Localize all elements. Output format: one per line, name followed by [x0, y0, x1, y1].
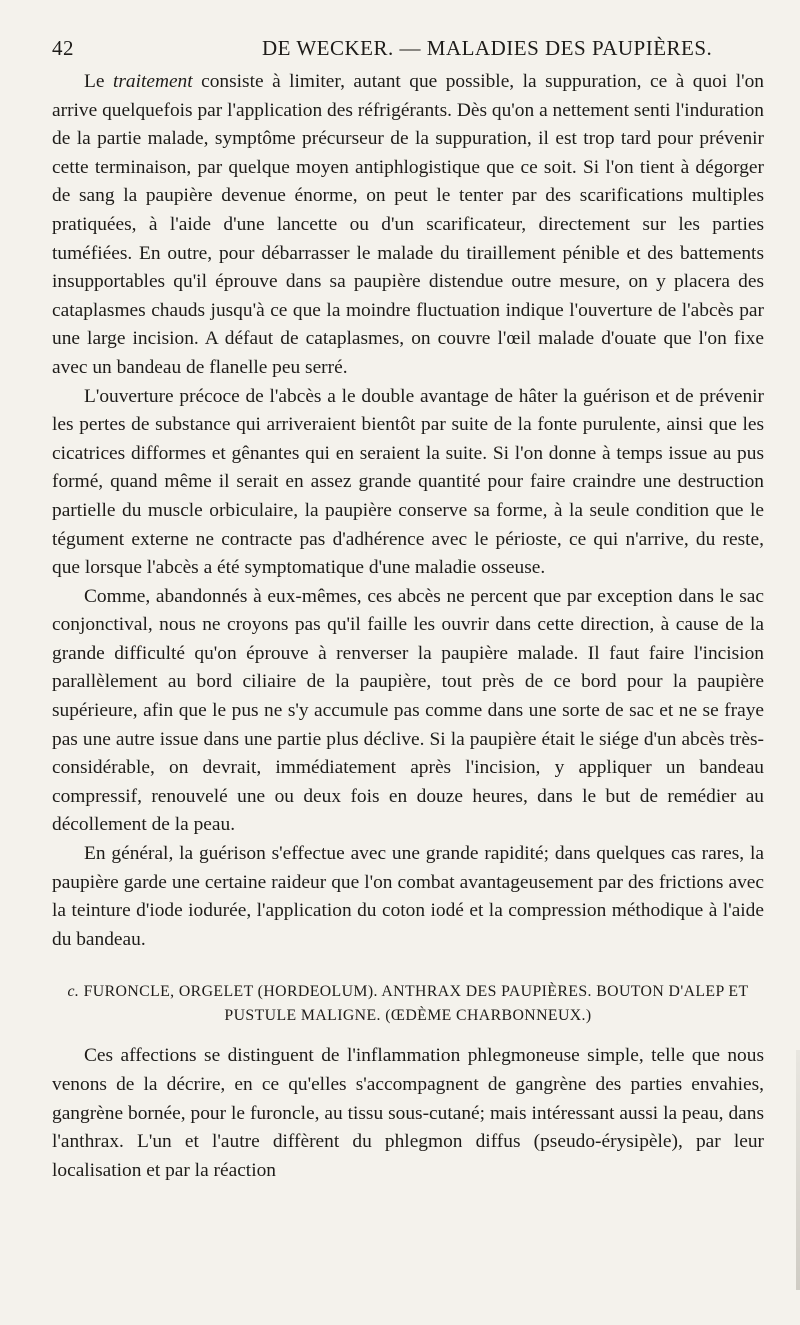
page-number: 42 [52, 36, 74, 60]
paragraph-healing: En général, la guérison s'effectue avec une grande rapidité; dans quelques cas rares, la paupière garde une certaine raideur que l'on combat avantageusement par des frictions avec la teinture d'iode iodurée, l'application du coton iodé et la compression méthodique à l'aide du bandeau. [52, 843, 764, 950]
section-heading [52, 980, 764, 1028]
paragraph-incision: Comme, abandonnés à eux-mêmes, ces abcès ne percent que par exception dans le sac conjonctival, nous ne croyons pas qu'il faille les ouvrir dans cette direction, à cause de la grande difficulté qu'on éprouve à renverser la paupière malade. Il faut faire l'incision parallèlement au bord ciliaire de la paupière, tout près de ce bord pour la paupière supérieure, afin que le pus ne s'y accumule pas comme dans une sorte de sac et ne se fraye pas une autre issue dans une partie plus déclive. Si la paupière était le siége d'un abcès très-considérable, on devrait, immédiatement après l'incision, y appliquer un bandeau compressif, renouvelé une ou deux fois en douze heures, dans le but de remédier au décollement de la peau. [52, 585, 764, 836]
paragraph-furuncle: Ces affections se distinguent de l'inflammation phlegmoneuse simple, telle que nous venons de la décrire, en ce qu'elles s'accompagnent de gangrène des parties envahies, gangrène bornée, pour le furoncle, au tissu sous-cutané; mais intéressant aussi la peau, dans l'anthrax. L'un et l'autre diffèrent du phlegmon diffus (pseudo-érysipèle), par leur localisation et par la réaction [52, 1045, 764, 1181]
emphasized-term: traitement [112, 71, 193, 92]
paragraph-text: consiste à limiter, autant que possible, la suppuration, ce à quoi l'on arrive quelquefois par l'application des réfrigérants. Dès qu'on a nettement senti l'induration de la partie malade, symptôme précurseur de la suppuration, il est trop tard pour prévenir cette terminaison, par quelque moyen antiphlogistique que ce soit. Si l'on tient à dégorger de sang la paupière devenue énorme, on peut le tenter par des scarifications multiples pratiquées, à l'aide d'une lancette ou d'un scarificateur, directement sur les parties tuméfiées. En outre, pour débarrasser le malade du tiraillement pénible et des battements insupportables qu'il éprouve dans sa paupière distendue outre mesure, on y placera des cataplasmes chauds jusqu'à ce que la moindre fluctuation indique l'ouverture de l'abcès par une large incision. A défaut de cataplasmes, on couvre l'œil malade d'ouate que l'on fixe avec un bandeau de flanelle peu serré. [52, 71, 764, 378]
section-letter: c. [67, 983, 80, 1001]
book-page [52, 32, 764, 1185]
running-head [52, 32, 764, 68]
running-title: DE WECKER. — MALADIES DES PAUPIÈRES. [262, 36, 713, 60]
paragraph-lead-word: Le [84, 71, 105, 92]
paragraph-treatment [52, 68, 764, 383]
paragraph-early-opening: L'ouverture précoce de l'abcès a le double avantage de hâter la guérison et de prévenir les pertes de substance qui arriveraient bientôt par suite de la fonte purulente, ainsi que les cicatrices difformes et gênantes qui en seraient la suite. Si l'on donne à temps issue au pus formé, quand même il serait en assez grande quantité pour faire craindre une destruction partielle du muscle orbiculaire, la paupière conserve sa forme, à la seule condition que le tégument externe ne contracte pas d'adhérence avec le périoste, ce qui n'arrive, du reste, que lorsque l'abcès a été symptomatique d'une maladie osseuse. [52, 385, 764, 579]
page-edge-shadow [796, 1050, 800, 1290]
section-title: FURONCLE, ORGELET (HORDEOLUM). ANTHRAX DES PAUPIÈRES. BOUTON D'ALEP ET PUSTULE MALIGNE. (ŒDÈME CHARBONNEUX.) [79, 983, 749, 1025]
